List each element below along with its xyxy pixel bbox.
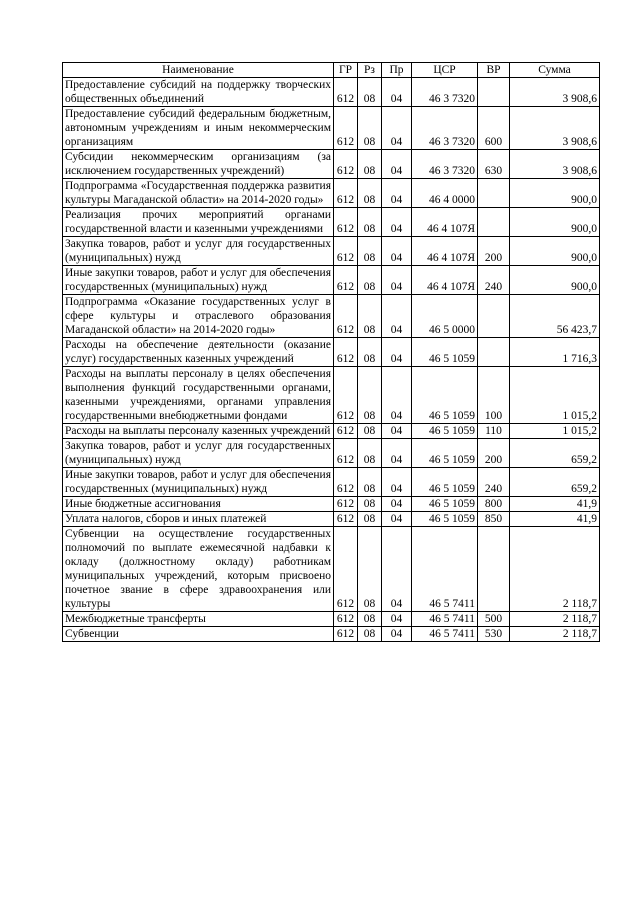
cell-sum: 1 716,3 <box>510 338 600 367</box>
cell-pr: 04 <box>382 612 412 627</box>
cell-rz: 08 <box>358 107 382 150</box>
cell-sum: 41,9 <box>510 497 600 512</box>
cell-pr: 04 <box>382 208 412 237</box>
table-row <box>63 439 600 468</box>
cell-pr: 04 <box>382 439 412 468</box>
cell-sum: 3 908,6 <box>510 107 600 150</box>
cell-pr: 04 <box>382 150 412 179</box>
cell-pr: 04 <box>382 527 412 612</box>
cell-name: Подпрограмма «Оказание государственных услуг в сфере культуры и отраслевого образования Магаданской области» на 2014-2020 годы» <box>63 295 334 338</box>
cell-vr: 240 <box>478 266 510 295</box>
cell-sum: 56 423,7 <box>510 295 600 338</box>
table-row <box>63 208 600 237</box>
cell-sum: 659,2 <box>510 439 600 468</box>
cell-csr: 46 3 7320 <box>412 78 478 107</box>
cell-vr: 200 <box>478 237 510 266</box>
cell-vr <box>478 208 510 237</box>
cell-rz: 08 <box>358 295 382 338</box>
cell-gr: 612 <box>334 468 358 497</box>
cell-pr: 04 <box>382 367 412 424</box>
cell-pr: 04 <box>382 107 412 150</box>
cell-csr: 46 4 0000 <box>412 179 478 208</box>
cell-csr: 46 5 1059 <box>412 468 478 497</box>
cell-gr: 612 <box>334 179 358 208</box>
cell-sum: 2 118,7 <box>510 527 600 612</box>
cell-name: Расходы на обеспечение деятельности (оказание услуг) государственных казенных учреждений <box>63 338 334 367</box>
cell-gr: 612 <box>334 338 358 367</box>
table-row <box>63 612 600 627</box>
cell-name: Субвенции <box>63 627 334 642</box>
cell-sum: 1 015,2 <box>510 424 600 439</box>
cell-gr: 612 <box>334 497 358 512</box>
cell-name: Реализация прочих мероприятий органами государственной власти и казенными учреждениями <box>63 208 334 237</box>
header-pr: Пр <box>382 63 412 78</box>
cell-vr: 600 <box>478 107 510 150</box>
cell-rz: 08 <box>358 78 382 107</box>
cell-sum: 900,0 <box>510 237 600 266</box>
cell-vr: 800 <box>478 497 510 512</box>
cell-name: Предоставление субсидий на поддержку творческих общественных объединений <box>63 78 334 107</box>
cell-rz: 08 <box>358 627 382 642</box>
cell-rz: 08 <box>358 512 382 527</box>
cell-vr <box>478 295 510 338</box>
cell-vr: 630 <box>478 150 510 179</box>
cell-pr: 04 <box>382 497 412 512</box>
cell-pr: 04 <box>382 627 412 642</box>
cell-rz: 08 <box>358 612 382 627</box>
cell-vr: 100 <box>478 367 510 424</box>
cell-rz: 08 <box>358 179 382 208</box>
cell-name: Закупка товаров, работ и услуг для государственных (муниципальных) нужд <box>63 439 334 468</box>
cell-vr <box>478 338 510 367</box>
cell-vr: 500 <box>478 612 510 627</box>
cell-pr: 04 <box>382 512 412 527</box>
cell-vr: 240 <box>478 468 510 497</box>
cell-name: Межбюджетные трансферты <box>63 612 334 627</box>
cell-csr: 46 3 7320 <box>412 107 478 150</box>
table-row <box>63 295 600 338</box>
cell-gr: 612 <box>334 367 358 424</box>
table-body <box>63 78 600 642</box>
cell-rz: 08 <box>358 266 382 295</box>
header-gr: ГР <box>334 63 358 78</box>
cell-gr: 612 <box>334 266 358 295</box>
cell-rz: 08 <box>358 527 382 612</box>
cell-sum: 41,9 <box>510 512 600 527</box>
cell-gr: 612 <box>334 78 358 107</box>
cell-pr: 04 <box>382 295 412 338</box>
cell-pr: 04 <box>382 179 412 208</box>
cell-gr: 612 <box>334 237 358 266</box>
table-row <box>63 237 600 266</box>
cell-rz: 08 <box>358 208 382 237</box>
cell-pr: 04 <box>382 424 412 439</box>
cell-csr: 46 5 7411 <box>412 612 478 627</box>
header-name: Наименование <box>63 63 334 78</box>
cell-pr: 04 <box>382 78 412 107</box>
cell-sum: 3 908,6 <box>510 78 600 107</box>
cell-name: Иные закупки товаров, работ и услуг для обеспечения государственных (муниципальных) нужд <box>63 468 334 497</box>
cell-csr: 46 5 1059 <box>412 497 478 512</box>
table-row <box>63 150 600 179</box>
cell-csr: 46 5 7411 <box>412 627 478 642</box>
cell-sum: 900,0 <box>510 179 600 208</box>
cell-rz: 08 <box>358 338 382 367</box>
cell-gr: 612 <box>334 627 358 642</box>
table-row <box>63 338 600 367</box>
budget-table <box>62 62 600 642</box>
table-row <box>63 512 600 527</box>
cell-sum: 2 118,7 <box>510 627 600 642</box>
table-row <box>63 468 600 497</box>
cell-rz: 08 <box>358 150 382 179</box>
cell-rz: 08 <box>358 424 382 439</box>
table-row <box>63 107 600 150</box>
cell-csr: 46 5 0000 <box>412 295 478 338</box>
cell-gr: 612 <box>334 150 358 179</box>
cell-csr: 46 5 1059 <box>412 512 478 527</box>
cell-name: Иные закупки товаров, работ и услуг для обеспечения государственных (муниципальных) нужд <box>63 266 334 295</box>
cell-rz: 08 <box>358 468 382 497</box>
cell-name: Уплата налогов, сборов и иных платежей <box>63 512 334 527</box>
cell-name: Иные бюджетные ассигнования <box>63 497 334 512</box>
table-row <box>63 367 600 424</box>
cell-csr: 46 5 7411 <box>412 527 478 612</box>
header-vr: ВР <box>478 63 510 78</box>
cell-rz: 08 <box>358 367 382 424</box>
table-row <box>63 424 600 439</box>
cell-gr: 612 <box>334 512 358 527</box>
cell-sum: 2 118,7 <box>510 612 600 627</box>
cell-name: Предоставление субсидий федеральным бюджетным, автономным учреждениям и иным некоммерческим организациям <box>63 107 334 150</box>
cell-vr <box>478 78 510 107</box>
header-rz: Рз <box>358 63 382 78</box>
cell-sum: 1 015,2 <box>510 367 600 424</box>
cell-name: Расходы на выплаты персоналу в целях обеспечения выполнения функций государственными органами, казенными учреждениями, органами управления государственными внебюджетными фондами <box>63 367 334 424</box>
cell-sum: 659,2 <box>510 468 600 497</box>
cell-gr: 612 <box>334 295 358 338</box>
cell-rz: 08 <box>358 439 382 468</box>
cell-gr: 612 <box>334 439 358 468</box>
cell-gr: 612 <box>334 107 358 150</box>
cell-csr: 46 4 107Я <box>412 266 478 295</box>
cell-name: Подпрограмма «Государственная поддержка развития культуры Магаданской области» на 2014-2020 годы» <box>63 179 334 208</box>
cell-gr: 612 <box>334 208 358 237</box>
table-row <box>63 179 600 208</box>
cell-gr: 612 <box>334 612 358 627</box>
cell-gr: 612 <box>334 424 358 439</box>
cell-csr: 46 5 1059 <box>412 424 478 439</box>
cell-vr <box>478 527 510 612</box>
table-row <box>63 627 600 642</box>
table-row <box>63 78 600 107</box>
cell-csr: 46 5 1059 <box>412 439 478 468</box>
cell-rz: 08 <box>358 237 382 266</box>
cell-pr: 04 <box>382 266 412 295</box>
cell-sum: 900,0 <box>510 266 600 295</box>
cell-vr <box>478 179 510 208</box>
cell-name: Субсидии некоммерческим организациям (за исключением государственных учреждений) <box>63 150 334 179</box>
header-sum: Сумма <box>510 63 600 78</box>
cell-csr: 46 3 7320 <box>412 150 478 179</box>
cell-csr: 46 4 107Я <box>412 208 478 237</box>
cell-pr: 04 <box>382 468 412 497</box>
cell-pr: 04 <box>382 237 412 266</box>
header-csr: ЦСР <box>412 63 478 78</box>
table-row <box>63 266 600 295</box>
cell-vr: 530 <box>478 627 510 642</box>
cell-rz: 08 <box>358 497 382 512</box>
cell-pr: 04 <box>382 338 412 367</box>
table-header-row <box>63 63 600 78</box>
cell-sum: 900,0 <box>510 208 600 237</box>
cell-csr: 46 5 1059 <box>412 338 478 367</box>
cell-vr: 110 <box>478 424 510 439</box>
table-row <box>63 497 600 512</box>
cell-gr: 612 <box>334 527 358 612</box>
cell-vr: 850 <box>478 512 510 527</box>
cell-vr: 200 <box>478 439 510 468</box>
cell-sum: 3 908,6 <box>510 150 600 179</box>
cell-name: Закупка товаров, работ и услуг для государственных (муниципальных) нужд <box>63 237 334 266</box>
cell-csr: 46 4 107Я <box>412 237 478 266</box>
cell-name: Субвенции на осуществление государственных полномочий по выплате ежемесячной надбавки к окладу (должностному окладу) работникам муниципальных учреждений, которым присвоено почетное звание в сфере здравоохранения или культуры <box>63 527 334 612</box>
cell-name: Расходы на выплаты персоналу казенных учреждений <box>63 424 334 439</box>
cell-csr: 46 5 1059 <box>412 367 478 424</box>
table-row <box>63 527 600 612</box>
